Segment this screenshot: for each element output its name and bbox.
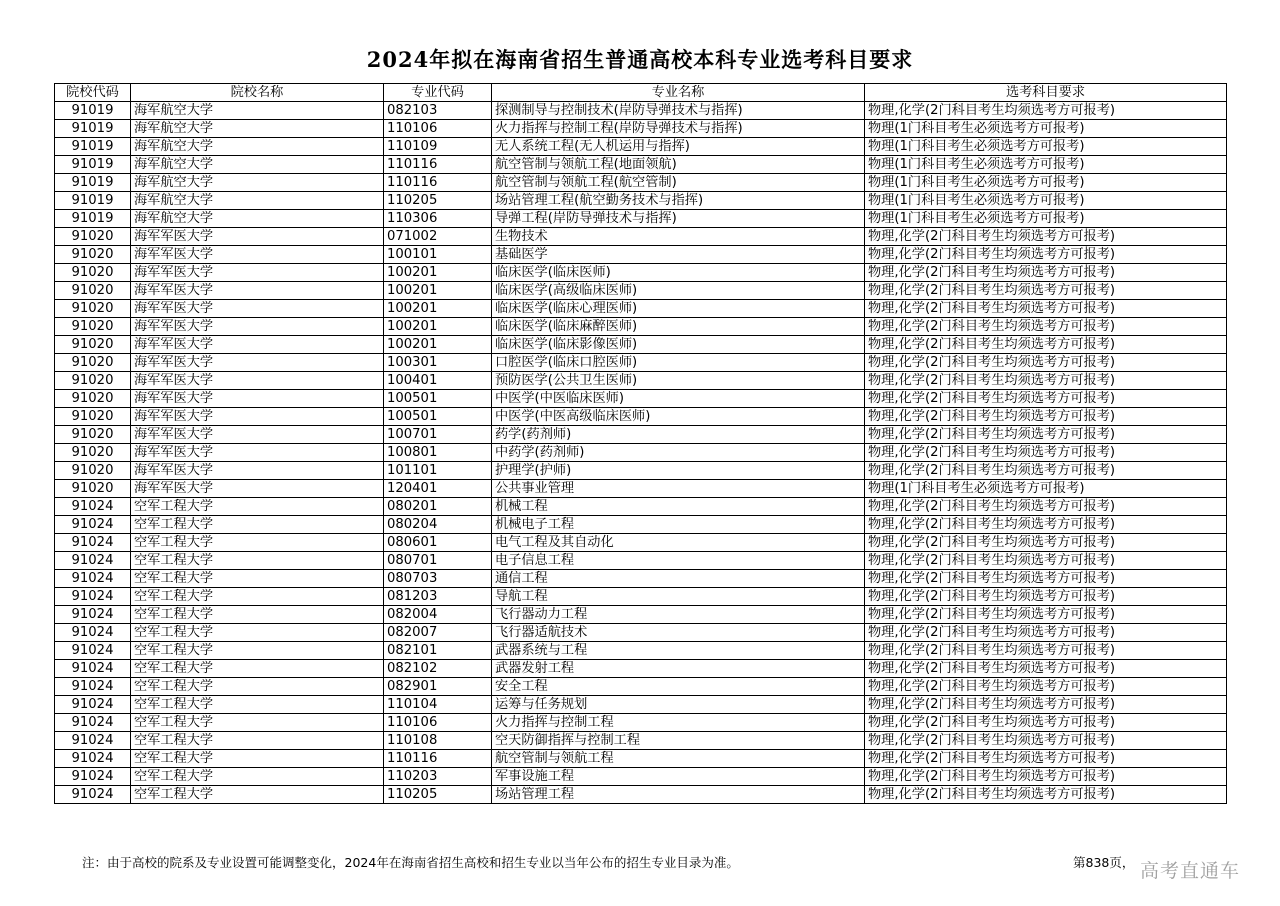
cell-school-name: 海军军医大学 [131, 390, 384, 408]
cell-major-name: 机械电子工程 [492, 516, 865, 534]
cell-major-code: 082901 [384, 678, 492, 696]
cell-school-code: 91019 [55, 120, 131, 138]
cell-school-name: 空军工程大学 [131, 732, 384, 750]
header-major-code: 专业代码 [384, 84, 492, 102]
cell-school-code: 91020 [55, 246, 131, 264]
header-school-code: 院校代码 [55, 84, 131, 102]
table-row [55, 138, 1227, 156]
cell-subject-requirement: 物理,化学(2门科目考生均须选考方可报考) [865, 696, 1227, 714]
cell-major-name: 基础医学 [492, 246, 865, 264]
cell-subject-requirement: 物理,化学(2门科目考生均须选考方可报考) [865, 102, 1227, 120]
table-row [55, 750, 1227, 768]
cell-school-name: 海军军医大学 [131, 354, 384, 372]
cell-subject-requirement: 物理(1门科目考生必须选考方可报考) [865, 138, 1227, 156]
cell-major-name: 中药学(药剂师) [492, 444, 865, 462]
cell-subject-requirement: 物理(1门科目考生必须选考方可报考) [865, 480, 1227, 498]
table-row [55, 480, 1227, 498]
table-row [55, 426, 1227, 444]
cell-major-name: 临床医学(临床心理医师) [492, 300, 865, 318]
cell-school-name: 海军军医大学 [131, 300, 384, 318]
cell-school-code: 91024 [55, 534, 131, 552]
page-number: 第838页， [1073, 855, 1135, 870]
cell-school-name: 海军航空大学 [131, 102, 384, 120]
cell-major-name: 探测制导与控制技术(岸防导弹技术与指挥) [492, 102, 865, 120]
cell-school-code: 91020 [55, 282, 131, 300]
cell-school-name: 空军工程大学 [131, 714, 384, 732]
table-row [55, 678, 1227, 696]
cell-school-code: 91024 [55, 768, 131, 786]
cell-major-name: 航空管制与领航工程 [492, 750, 865, 768]
cell-subject-requirement: 物理,化学(2门科目考生均须选考方可报考) [865, 390, 1227, 408]
table-row [55, 714, 1227, 732]
cell-major-name: 中医学(中医高级临床医师) [492, 408, 865, 426]
cell-school-code: 91020 [55, 444, 131, 462]
cell-school-code: 91024 [55, 714, 131, 732]
table-row [55, 264, 1227, 282]
cell-subject-requirement: 物理(1门科目考生必须选考方可报考) [865, 210, 1227, 228]
cell-major-name: 生物技术 [492, 228, 865, 246]
cell-major-code: 110203 [384, 768, 492, 786]
requirements-table [54, 83, 1227, 804]
table-header-row [55, 84, 1227, 102]
table-row [55, 498, 1227, 516]
cell-school-code: 91019 [55, 210, 131, 228]
cell-major-code: 110205 [384, 192, 492, 210]
cell-school-name: 海军航空大学 [131, 138, 384, 156]
cell-school-code: 91024 [55, 732, 131, 750]
cell-major-code: 080701 [384, 552, 492, 570]
cell-school-code: 91024 [55, 786, 131, 804]
table-row [55, 102, 1227, 120]
cell-subject-requirement: 物理,化学(2门科目考生均须选考方可报考) [865, 444, 1227, 462]
cell-school-name: 空军工程大学 [131, 516, 384, 534]
cell-major-name: 公共事业管理 [492, 480, 865, 498]
cell-school-name: 空军工程大学 [131, 786, 384, 804]
cell-school-code: 91024 [55, 624, 131, 642]
cell-school-code: 91020 [55, 336, 131, 354]
cell-school-code: 91024 [55, 588, 131, 606]
cell-subject-requirement: 物理,化学(2门科目考生均须选考方可报考) [865, 714, 1227, 732]
table-row [55, 300, 1227, 318]
cell-school-name: 海军军医大学 [131, 264, 384, 282]
watermark: 高考直通车 [1140, 860, 1241, 882]
table-row [55, 552, 1227, 570]
cell-major-code: 100801 [384, 444, 492, 462]
cell-subject-requirement: 物理,化学(2门科目考生均须选考方可报考) [865, 408, 1227, 426]
cell-school-code: 91024 [55, 642, 131, 660]
cell-major-name: 军事设施工程 [492, 768, 865, 786]
table-row [55, 570, 1227, 588]
cell-school-code: 91024 [55, 606, 131, 624]
cell-major-name: 临床医学(临床影像医师) [492, 336, 865, 354]
cell-major-code: 080201 [384, 498, 492, 516]
cell-major-name: 火力指挥与控制工程 [492, 714, 865, 732]
cell-school-code: 91024 [55, 696, 131, 714]
cell-school-code: 91020 [55, 426, 131, 444]
cell-major-name: 临床医学(临床麻醉医师) [492, 318, 865, 336]
cell-subject-requirement: 物理,化学(2门科目考生均须选考方可报考) [865, 372, 1227, 390]
table-row [55, 156, 1227, 174]
cell-subject-requirement: 物理,化学(2门科目考生均须选考方可报考) [865, 264, 1227, 282]
table-row [55, 354, 1227, 372]
table-row [55, 642, 1227, 660]
cell-major-name: 场站管理工程 [492, 786, 865, 804]
cell-major-code: 080204 [384, 516, 492, 534]
cell-subject-requirement: 物理,化学(2门科目考生均须选考方可报考) [865, 354, 1227, 372]
cell-school-name: 空军工程大学 [131, 498, 384, 516]
cell-major-name: 临床医学(临床医师) [492, 264, 865, 282]
cell-major-name: 无人系统工程(无人机运用与指挥) [492, 138, 865, 156]
cell-subject-requirement: 物理,化学(2门科目考生均须选考方可报考) [865, 768, 1227, 786]
cell-major-name: 通信工程 [492, 570, 865, 588]
cell-major-name: 安全工程 [492, 678, 865, 696]
cell-school-code: 91020 [55, 408, 131, 426]
cell-school-code: 91019 [55, 192, 131, 210]
cell-school-name: 海军航空大学 [131, 192, 384, 210]
cell-school-code: 91024 [55, 750, 131, 768]
cell-major-code: 082004 [384, 606, 492, 624]
cell-school-name: 海军军医大学 [131, 480, 384, 498]
cell-subject-requirement: 物理,化学(2门科目考生均须选考方可报考) [865, 246, 1227, 264]
cell-school-code: 91024 [55, 498, 131, 516]
cell-school-name: 空军工程大学 [131, 534, 384, 552]
cell-school-name: 海军军医大学 [131, 372, 384, 390]
cell-school-code: 91020 [55, 228, 131, 246]
cell-subject-requirement: 物理,化学(2门科目考生均须选考方可报考) [865, 426, 1227, 444]
cell-major-code: 120401 [384, 480, 492, 498]
table-row [55, 768, 1227, 786]
table-row [55, 534, 1227, 552]
cell-school-name: 海军军医大学 [131, 282, 384, 300]
cell-school-name: 空军工程大学 [131, 552, 384, 570]
cell-school-name: 空军工程大学 [131, 678, 384, 696]
cell-major-name: 电气工程及其自动化 [492, 534, 865, 552]
cell-school-code: 91019 [55, 138, 131, 156]
table-row [55, 660, 1227, 678]
cell-major-code: 110205 [384, 786, 492, 804]
table-row [55, 336, 1227, 354]
cell-school-code: 91020 [55, 390, 131, 408]
cell-major-code: 100401 [384, 372, 492, 390]
cell-subject-requirement: 物理,化学(2门科目考生均须选考方可报考) [865, 282, 1227, 300]
cell-subject-requirement: 物理(1门科目考生必须选考方可报考) [865, 120, 1227, 138]
cell-subject-requirement: 物理,化学(2门科目考生均须选考方可报考) [865, 660, 1227, 678]
cell-subject-requirement: 物理,化学(2门科目考生均须选考方可报考) [865, 318, 1227, 336]
cell-school-code: 91020 [55, 372, 131, 390]
cell-subject-requirement: 物理,化学(2门科目考生均须选考方可报考) [865, 732, 1227, 750]
cell-major-code: 082102 [384, 660, 492, 678]
cell-major-code: 080601 [384, 534, 492, 552]
cell-school-code: 91019 [55, 174, 131, 192]
cell-major-name: 机械工程 [492, 498, 865, 516]
cell-major-code: 100701 [384, 426, 492, 444]
table-row [55, 696, 1227, 714]
footnote: 注：由于高校的院系及专业设置可能调整变化，2024年在海南省招生高校和招生专业以当年公布的招生专业目录为准。 [82, 855, 739, 870]
table-row [55, 174, 1227, 192]
cell-subject-requirement: 物理,化学(2门科目考生均须选考方可报考) [865, 498, 1227, 516]
cell-school-name: 空军工程大学 [131, 588, 384, 606]
cell-major-name: 临床医学(高级临床医师) [492, 282, 865, 300]
cell-school-name: 海军军医大学 [131, 408, 384, 426]
table-row [55, 786, 1227, 804]
cell-subject-requirement: 物理,化学(2门科目考生均须选考方可报考) [865, 462, 1227, 480]
cell-subject-requirement: 物理,化学(2门科目考生均须选考方可报考) [865, 300, 1227, 318]
cell-major-code: 082101 [384, 642, 492, 660]
cell-school-code: 91024 [55, 660, 131, 678]
cell-school-code: 91024 [55, 516, 131, 534]
page-title: 2024年拟在海南省招生普通高校本科专业选考科目要求 [366, 47, 914, 72]
table-row [55, 318, 1227, 336]
table-row [55, 732, 1227, 750]
cell-school-name: 空军工程大学 [131, 606, 384, 624]
cell-school-code: 91024 [55, 678, 131, 696]
table-row [55, 246, 1227, 264]
cell-school-name: 空军工程大学 [131, 696, 384, 714]
table-row [55, 390, 1227, 408]
table-row [55, 516, 1227, 534]
cell-major-name: 口腔医学(临床口腔医师) [492, 354, 865, 372]
cell-subject-requirement: 物理,化学(2门科目考生均须选考方可报考) [865, 606, 1227, 624]
cell-subject-requirement: 物理,化学(2门科目考生均须选考方可报考) [865, 336, 1227, 354]
table-row [55, 624, 1227, 642]
cell-subject-requirement: 物理,化学(2门科目考生均须选考方可报考) [865, 516, 1227, 534]
cell-school-name: 海军军医大学 [131, 228, 384, 246]
cell-major-code: 082103 [384, 102, 492, 120]
cell-subject-requirement: 物理,化学(2门科目考生均须选考方可报考) [865, 534, 1227, 552]
cell-subject-requirement: 物理(1门科目考生必须选考方可报考) [865, 192, 1227, 210]
cell-major-code: 110106 [384, 714, 492, 732]
cell-major-code: 081203 [384, 588, 492, 606]
cell-subject-requirement: 物理,化学(2门科目考生均须选考方可报考) [865, 642, 1227, 660]
cell-major-name: 场站管理工程(航空勤务技术与指挥) [492, 192, 865, 210]
cell-major-code: 071002 [384, 228, 492, 246]
cell-major-code: 110116 [384, 174, 492, 192]
cell-major-code: 100201 [384, 264, 492, 282]
cell-major-code: 110306 [384, 210, 492, 228]
cell-major-name: 中医学(中医临床医师) [492, 390, 865, 408]
table-row [55, 444, 1227, 462]
cell-major-code: 100501 [384, 408, 492, 426]
cell-major-code: 100501 [384, 390, 492, 408]
cell-subject-requirement: 物理,化学(2门科目考生均须选考方可报考) [865, 678, 1227, 696]
cell-major-name: 武器系统与工程 [492, 642, 865, 660]
cell-subject-requirement: 物理(1门科目考生必须选考方可报考) [865, 174, 1227, 192]
cell-major-code: 110116 [384, 156, 492, 174]
cell-subject-requirement: 物理,化学(2门科目考生均须选考方可报考) [865, 588, 1227, 606]
cell-major-code: 100201 [384, 282, 492, 300]
cell-school-name: 海军航空大学 [131, 174, 384, 192]
cell-school-code: 91020 [55, 264, 131, 282]
header-school-name: 院校名称 [131, 84, 384, 102]
cell-school-name: 海军军医大学 [131, 444, 384, 462]
cell-school-code: 91020 [55, 300, 131, 318]
cell-major-name: 运筹与任务规划 [492, 696, 865, 714]
table-row [55, 282, 1227, 300]
cell-major-name: 航空管制与领航工程(地面领航) [492, 156, 865, 174]
cell-major-code: 100301 [384, 354, 492, 372]
table-row [55, 228, 1227, 246]
cell-subject-requirement: 物理,化学(2门科目考生均须选考方可报考) [865, 570, 1227, 588]
cell-school-name: 空军工程大学 [131, 624, 384, 642]
cell-major-code: 110108 [384, 732, 492, 750]
cell-school-code: 91019 [55, 102, 131, 120]
cell-major-name: 武器发射工程 [492, 660, 865, 678]
cell-major-name: 飞行器适航技术 [492, 624, 865, 642]
cell-subject-requirement: 物理,化学(2门科目考生均须选考方可报考) [865, 750, 1227, 768]
cell-major-name: 飞行器动力工程 [492, 606, 865, 624]
cell-school-name: 空军工程大学 [131, 750, 384, 768]
table-row [55, 192, 1227, 210]
cell-major-code: 100201 [384, 336, 492, 354]
cell-subject-requirement: 物理,化学(2门科目考生均须选考方可报考) [865, 624, 1227, 642]
cell-major-code: 110104 [384, 696, 492, 714]
cell-school-name: 空军工程大学 [131, 570, 384, 588]
cell-school-code: 91020 [55, 480, 131, 498]
cell-major-code: 100201 [384, 318, 492, 336]
cell-school-code: 91020 [55, 354, 131, 372]
table-row [55, 408, 1227, 426]
table-row [55, 210, 1227, 228]
cell-major-code: 080703 [384, 570, 492, 588]
cell-major-name: 火力指挥与控制工程(岸防导弹技术与指挥) [492, 120, 865, 138]
cell-major-name: 空天防御指挥与控制工程 [492, 732, 865, 750]
table-row [55, 462, 1227, 480]
cell-school-name: 海军军医大学 [131, 318, 384, 336]
cell-subject-requirement: 物理(1门科目考生必须选考方可报考) [865, 156, 1227, 174]
cell-subject-requirement: 物理,化学(2门科目考生均须选考方可报考) [865, 552, 1227, 570]
cell-major-name: 药学(药剂师) [492, 426, 865, 444]
cell-school-name: 海军航空大学 [131, 156, 384, 174]
cell-major-name: 护理学(护师) [492, 462, 865, 480]
cell-school-name: 空军工程大学 [131, 768, 384, 786]
header-subject-requirement: 选考科目要求 [865, 84, 1227, 102]
cell-school-name: 海军军医大学 [131, 426, 384, 444]
cell-major-name: 预防医学(公共卫生医师) [492, 372, 865, 390]
cell-school-name: 海军航空大学 [131, 120, 384, 138]
header-major-name: 专业名称 [492, 84, 865, 102]
cell-major-name: 航空管制与领航工程(航空管制) [492, 174, 865, 192]
table-row [55, 606, 1227, 624]
cell-major-name: 导弹工程(岸防导弹技术与指挥) [492, 210, 865, 228]
cell-subject-requirement: 物理,化学(2门科目考生均须选考方可报考) [865, 786, 1227, 804]
cell-major-code: 110109 [384, 138, 492, 156]
cell-school-name: 海军军医大学 [131, 336, 384, 354]
cell-major-code: 082007 [384, 624, 492, 642]
cell-school-name: 空军工程大学 [131, 642, 384, 660]
cell-major-code: 110116 [384, 750, 492, 768]
cell-major-name: 电子信息工程 [492, 552, 865, 570]
cell-school-name: 海军军医大学 [131, 462, 384, 480]
cell-major-name: 导航工程 [492, 588, 865, 606]
cell-school-code: 91024 [55, 570, 131, 588]
cell-major-code: 101101 [384, 462, 492, 480]
cell-school-code: 91020 [55, 462, 131, 480]
cell-major-code: 100201 [384, 300, 492, 318]
cell-school-name: 海军航空大学 [131, 210, 384, 228]
cell-major-code: 110106 [384, 120, 492, 138]
cell-subject-requirement: 物理,化学(2门科目考生均须选考方可报考) [865, 228, 1227, 246]
table-row [55, 588, 1227, 606]
table-row [55, 372, 1227, 390]
cell-school-name: 空军工程大学 [131, 660, 384, 678]
cell-school-name: 海军军医大学 [131, 246, 384, 264]
cell-major-code: 100101 [384, 246, 492, 264]
table-body [55, 102, 1227, 804]
cell-school-code: 91024 [55, 552, 131, 570]
table-row [55, 120, 1227, 138]
cell-school-code: 91019 [55, 156, 131, 174]
cell-school-code: 91020 [55, 318, 131, 336]
